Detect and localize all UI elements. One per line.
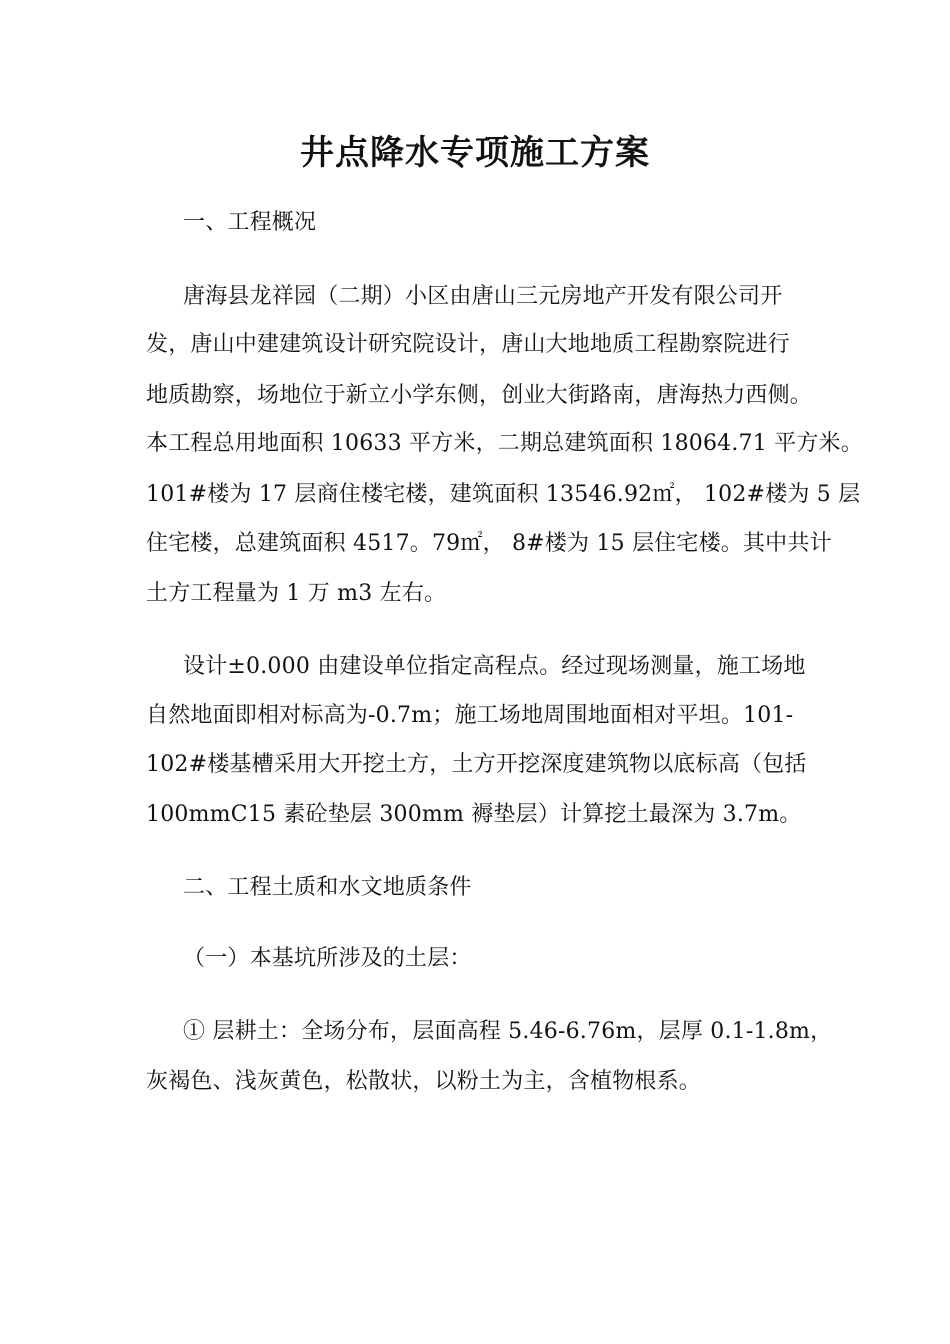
document-title: 井点降水专项施工方案	[300, 133, 650, 173]
section-heading-overview: 一、工程概况	[183, 210, 317, 235]
paragraph-line: 发，唐山中建建筑设计研究院设计，唐山大地地质工程勘察院进行	[146, 332, 790, 357]
paragraph-line: 设计±0.000 由建设单位指定高程点。经过现场测量，施工场地	[183, 654, 806, 679]
subsection-heading-soil-layers: （一）本基坑所涉及的土层：	[183, 946, 472, 971]
paragraph-line: 101#楼为 17 层商住楼宅楼，建筑面积 13546.92㎡， 102#楼为 5 层	[146, 482, 861, 507]
section-heading-geology: 二、工程土质和水文地质条件	[183, 875, 472, 900]
paragraph-line: 唐海县龙祥园（二期）小区由唐山三元房地产开发有限公司开	[183, 284, 783, 309]
paragraph-line: 100mmC15 素砼垫层 300mm 褥垫层）计算挖土最深为 3.7m。	[146, 802, 802, 827]
paragraph-line: 地质勘察，场地位于新立小学东侧，创业大街路南，唐海热力西侧。	[146, 383, 813, 408]
paragraph-line: 住宅楼，总建筑面积 4517。79㎡， 8#楼为 15 层住宅楼。其中共计	[146, 531, 832, 556]
paragraph-line: 本工程总用地面积 10633 平方米，二期总建筑面积 18064.71 平方米。	[146, 431, 863, 456]
paragraph-line: 自然地面即相对标高为-0.7m；施工场地周围地面相对平坦。101-	[146, 703, 794, 728]
paragraph-line: 102#楼基槽采用大开挖土方，土方开挖深度建筑物以底标高（包括	[146, 752, 807, 777]
paragraph-line: 灰褐色、浅灰黄色，松散状，以粉土为主，含植物根系。	[146, 1069, 702, 1094]
paragraph-line: 土方工程量为 1 万 m3 左右。	[146, 581, 447, 606]
paragraph-line: ① 层耕土：全场分布，层面高程 5.46-6.76m，层厚 0.1-1.8m，	[183, 1019, 833, 1044]
